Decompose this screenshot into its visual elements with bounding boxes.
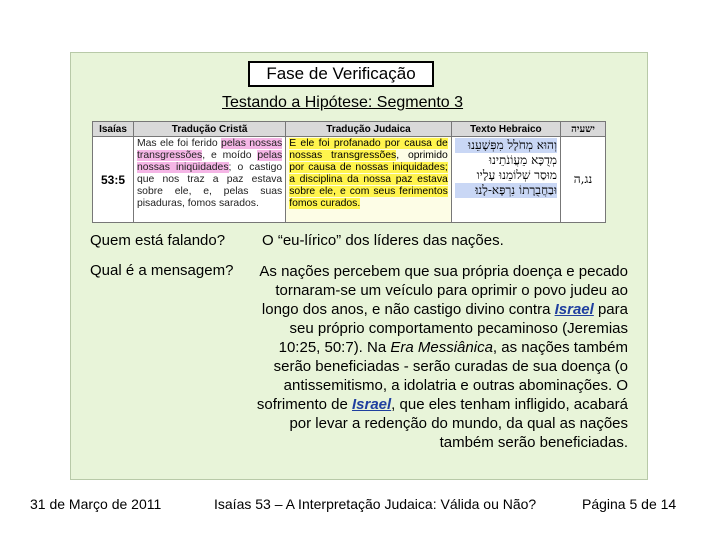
table-header-row (93, 122, 606, 137)
answer-message: As nações percebem que sua própria doença e pecado tornaram-se um veículo para oprimir o povo judeu ao longo dos anos, e não castigo divino contra Israel para seu próprio comportamento pecaminoso (Jeremias 10:25, 50:7). Na Era Messiânica, as nações também serão beneficiadas - serão curadas de sua doença (o antissemitismo, a idolatria e outras abominações. O sofrimento de Israel, que eles tenham infligido, acabará por levar a redenção do mundo, da qual as nações também serão beneficiadas. (256, 263, 628, 451)
israel-term: Israel (351, 396, 392, 413)
messianic-era-term: Era Messiânica (390, 339, 493, 356)
header-christian: Tradução Cristã (133, 122, 285, 137)
verse-reference: 53:5 (93, 137, 134, 223)
footer-date: 31 de Março de 2011 (30, 496, 162, 512)
slide-subtitle: Testando a Hipótese: Segmento 3 (222, 94, 464, 111)
question-message: Qual é a mensagem? (90, 262, 234, 279)
footer-title: Isaías 53 – A Interpretação Judaica: Válida ou Não? (214, 496, 537, 512)
jewish-translation: E ele foi profanado por causa de nossas transgressões, oprimido por causa de nossas iniquidades; a disciplina da nossa paz estava sobre ele, e com seus ferimentos fomos curados. (286, 137, 452, 223)
christian-translation: Mas ele foi ferido pelas nossas transgressões, e moído pelas nossas iniqüidades; o castigo que nos traz a paz estava sobre ele, e, pelas suas pisaduras, fomos sarados. (133, 137, 285, 223)
answer-speaker: O “eu-lírico” dos líderes das nações. (262, 232, 504, 249)
hebrew-text: וְהוּא מְחֹלָל מִפְּשָׁעֵנוּ מְדֻכָּא מֵעֲוֹנֹתֵינוּ מוּסַר שְׁלוֹמֵנוּ עָלָיו וּבַחֲבֻרָתוֹ נִרְפָּא-לָנוּ׃ (451, 137, 560, 223)
question-speaker: Quem está falando? (90, 232, 226, 249)
footer-page-number: Página 5 de 14 (582, 496, 677, 512)
hebrew-verse-reference: נג,ה (561, 137, 606, 223)
header-jewish: Tradução Judaica (286, 122, 452, 137)
header-isaias: Isaías (93, 122, 134, 137)
comparison-table (92, 121, 606, 223)
header-hebrew: Texto Hebraico (451, 122, 560, 137)
israel-term: Israel (554, 301, 594, 318)
slide-title: Fase de Verificação (248, 61, 434, 87)
table-row (93, 137, 606, 223)
header-hebrew-book: ישעיה (561, 122, 606, 137)
